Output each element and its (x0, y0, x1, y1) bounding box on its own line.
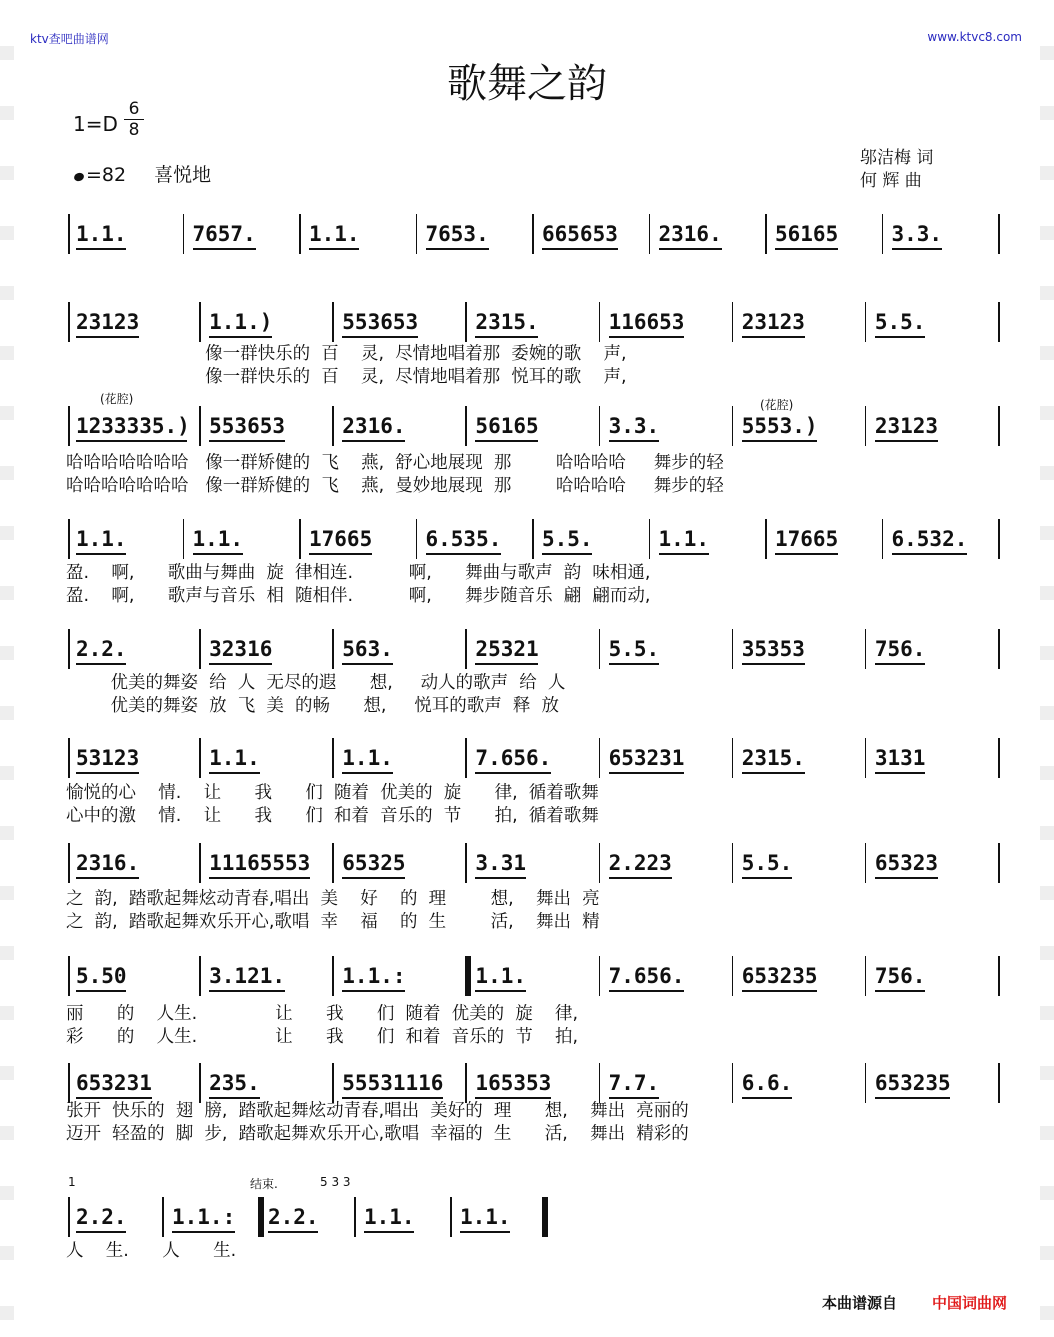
barline (882, 214, 884, 254)
staff-row (68, 310, 1000, 334)
measure: 2315. (475, 310, 539, 334)
barline (465, 629, 467, 669)
beam-underline (742, 990, 818, 992)
barline (332, 629, 334, 669)
beam-underline (209, 772, 259, 774)
measure: 1.1. (658, 527, 710, 551)
barline (765, 519, 767, 559)
beam-underline (193, 248, 256, 250)
lyric-line: 盈. 啊, 歌声与音乐 相 随相伴. 啊, 舞步随音乐 翩 翩而动, (66, 586, 651, 606)
barline (599, 956, 601, 996)
measure: 7.656. (608, 964, 685, 988)
beam-underline (76, 440, 187, 442)
beam-underline (542, 553, 592, 555)
barline (68, 302, 70, 342)
lyric-line: 心中的激 情. 让 我 们 和着 音乐的 节 拍, 循着歌舞 (66, 806, 599, 826)
barline (465, 302, 467, 342)
lyricist: 邬洁梅 词 (860, 148, 934, 168)
barline (732, 629, 734, 669)
measure: 1.1. (76, 527, 127, 551)
barline (199, 843, 201, 883)
beam-underline (475, 990, 525, 992)
barline (332, 956, 334, 996)
measure: 1.1. (475, 964, 526, 988)
measure: 56165 (775, 222, 839, 246)
measure: 756. (874, 637, 926, 661)
measure: 6.532. (891, 527, 968, 551)
staff-row (68, 1205, 1000, 1229)
beam-underline (892, 553, 968, 555)
beam-underline (475, 1097, 551, 1099)
beam-underline (342, 1097, 443, 1099)
barline (68, 406, 70, 446)
beam-underline (875, 440, 938, 442)
beam-underline (609, 772, 685, 774)
barline (649, 214, 651, 254)
measure: 653235 (874, 1071, 951, 1095)
barline (332, 1063, 334, 1103)
beam-underline (364, 1231, 414, 1233)
beam-underline (268, 1231, 318, 1233)
barline (68, 843, 70, 883)
measure: 1.1. (309, 222, 360, 246)
measure: 17665 (775, 527, 839, 551)
measure: 1.1. (342, 746, 393, 770)
beam-underline (209, 1097, 259, 1099)
barline (68, 214, 70, 254)
tempo-value: =82 (86, 164, 127, 186)
beam-underline (193, 553, 243, 555)
beam-underline (76, 990, 126, 992)
measure: 1.1.: (342, 964, 406, 988)
beam-underline (76, 877, 139, 879)
beam-underline (609, 440, 659, 442)
measure: 3.3. (608, 414, 660, 438)
measure: 2316. (658, 222, 722, 246)
left-watermark-strip (0, 0, 14, 1337)
barline (732, 738, 734, 778)
measure: 6.535. (425, 527, 502, 551)
barline (998, 629, 1000, 669)
lyric-line: 愉悦的心 情. 让 我 们 随着 优美的 旋 律, 循着歌舞 (66, 783, 599, 803)
measure: 553653 (209, 414, 285, 438)
beam-underline (76, 1231, 126, 1233)
barline (183, 214, 185, 254)
beam-underline (426, 553, 502, 555)
beam-underline (309, 553, 372, 555)
measure: 2.223 (608, 851, 672, 875)
beam-underline (659, 248, 722, 250)
beam-underline (475, 663, 538, 665)
beam-underline (76, 663, 126, 665)
score-annotation: 5 3 3 (320, 1175, 351, 1189)
barline (465, 843, 467, 883)
measure: 1233335.) (76, 414, 190, 438)
barline (258, 1197, 264, 1237)
barline (599, 406, 601, 446)
lyric-line: 像一群快乐的 百 灵, 尽情地唱着那 委婉的歌 声, (66, 344, 627, 364)
measure: 5.5. (608, 637, 660, 661)
barline (332, 406, 334, 446)
measure: 665653 (542, 222, 618, 246)
measure: 17665 (309, 527, 373, 551)
barline (732, 302, 734, 342)
beam-underline (342, 990, 405, 992)
beam-underline (875, 990, 925, 992)
barline (183, 519, 185, 559)
barline (199, 406, 201, 446)
measure: 5553.) (741, 414, 818, 438)
measure: 7657. (192, 222, 256, 246)
composer: 何 辉 曲 (860, 171, 922, 191)
beam-underline (342, 663, 392, 665)
barline (998, 956, 1000, 996)
beam-underline (542, 248, 618, 250)
measure: 1.1. (209, 746, 260, 770)
beam-underline (209, 663, 272, 665)
barline (199, 738, 201, 778)
measure: 7.7. (608, 1071, 660, 1095)
measure: 1.1. (460, 1205, 511, 1229)
beam-underline (609, 1097, 659, 1099)
measure: 7.656. (475, 746, 552, 770)
barline (465, 406, 467, 446)
lyric-line: 迈开 轻盈的 脚 步, 踏歌起舞欢乐开心,歌唱 幸福的 生 活, 舞出 精彩的 (66, 1124, 689, 1144)
barline (199, 956, 201, 996)
beam-underline (742, 1097, 792, 1099)
staff-row (68, 851, 1000, 875)
lyric-line: 优美的舞姿 给 人 无尽的遐 想, 动人的歌声 给 人 (66, 673, 566, 693)
barline (68, 629, 70, 669)
measure: 5.5. (542, 527, 593, 551)
barline (998, 519, 1000, 559)
barline (732, 406, 734, 446)
measure: 653231 (608, 746, 685, 770)
measure: 3.121. (209, 964, 285, 988)
tempo-marking (74, 160, 211, 187)
staff-row (68, 414, 1000, 438)
barline (199, 1063, 201, 1103)
barline (68, 956, 70, 996)
measure: 3.3. (891, 222, 943, 246)
measure: 3.31 (475, 851, 526, 875)
lyric-line: 之 韵, 踏歌起舞欢乐开心,歌唱 幸 福 的 生 活, 舞出 精 (66, 912, 600, 932)
barline (332, 843, 334, 883)
measure: 553653 (342, 310, 419, 334)
barline (765, 214, 767, 254)
measure: 1.1. (192, 527, 244, 551)
score-annotation: (花腔) (760, 398, 794, 412)
score-annotation: 1 (68, 1175, 76, 1189)
meter-top: 6 (128, 99, 140, 119)
barline (532, 519, 534, 559)
barline (865, 302, 867, 342)
time-signature (124, 100, 144, 139)
measure: 1.1.: (172, 1205, 236, 1229)
barline (68, 1063, 70, 1103)
beam-underline (209, 877, 310, 879)
beam-underline (76, 1097, 152, 1099)
beam-underline (742, 877, 792, 879)
measure: 2316. (342, 414, 406, 438)
beam-underline (460, 1231, 510, 1233)
measure: 1.1. (76, 222, 127, 246)
barline (865, 629, 867, 669)
barline (416, 214, 418, 254)
barline (865, 956, 867, 996)
barline (732, 1063, 734, 1103)
beam-underline (209, 440, 285, 442)
beam-underline (342, 877, 405, 879)
measure: 65323 (874, 851, 939, 875)
measure: 653235 (741, 964, 818, 988)
measure: 2.2. (268, 1205, 319, 1229)
barline (865, 738, 867, 778)
measure: 55531116 (342, 1071, 444, 1095)
measure: 11165553 (209, 851, 311, 875)
beam-underline (209, 336, 272, 338)
measure: 23123 (741, 310, 805, 334)
score-annotation: 结束. (250, 1177, 278, 1191)
beam-underline (342, 772, 392, 774)
barline (162, 1197, 164, 1237)
beam-underline (76, 553, 126, 555)
barline (865, 406, 867, 446)
barline (465, 1063, 467, 1103)
barline (299, 214, 301, 254)
barline (649, 519, 651, 559)
beam-underline (609, 877, 672, 879)
beam-underline (875, 663, 925, 665)
barline (998, 406, 1000, 446)
barline (450, 1197, 452, 1237)
measure: 35353 (741, 637, 805, 661)
beam-underline (76, 336, 139, 338)
credits (860, 147, 933, 193)
beam-underline (426, 248, 489, 250)
measure: 1.1.) (209, 310, 273, 334)
beam-underline (875, 877, 938, 879)
measure: 235. (209, 1071, 260, 1095)
beam-underline (875, 336, 925, 338)
lyric-line: 像一群快乐的 百 灵, 尽情地唱着那 悦耳的歌 声, (66, 367, 627, 387)
measure: 3131 (874, 746, 926, 770)
beam-underline (892, 248, 942, 250)
beam-underline (475, 336, 538, 338)
barline (998, 738, 1000, 778)
barline (68, 1197, 70, 1237)
barline (998, 302, 1000, 342)
measure: 2315. (741, 746, 805, 770)
barline (998, 1063, 1000, 1103)
beam-underline (475, 772, 551, 774)
beam-underline (875, 1097, 951, 1099)
measure: 25321 (475, 637, 539, 661)
barline (354, 1197, 356, 1237)
measure: 653231 (76, 1071, 152, 1095)
measure: 756. (874, 964, 926, 988)
barline (732, 956, 734, 996)
song-title: 歌舞之韵 (447, 61, 607, 107)
beam-underline (76, 772, 139, 774)
beam-underline (475, 440, 538, 442)
barline (732, 843, 734, 883)
barline (998, 214, 1000, 254)
beam-underline (742, 440, 818, 442)
lyric-line: 之 韵, 踏歌起舞炫动青春,唱出 美 好 的 理 想, 舞出 亮 (66, 889, 600, 909)
barline (332, 738, 334, 778)
barline (416, 519, 418, 559)
beam-underline (309, 248, 359, 250)
barline (882, 519, 884, 559)
meter-bottom: 8 (128, 120, 140, 140)
measure: 5.5. (874, 310, 926, 334)
barline (465, 738, 467, 778)
beam-underline (475, 877, 525, 879)
barline (599, 302, 601, 342)
barline (599, 629, 601, 669)
barline (299, 519, 301, 559)
source-label: 本曲谱源自 (822, 1294, 898, 1312)
measure: 2.2. (76, 1205, 127, 1229)
lyric-line: 优美的舞姿 放 飞 美 的畅 想, 悦耳的歌声 释 放 (66, 696, 560, 716)
barline (532, 214, 534, 254)
lyric-line: 张开 快乐的 翅 膀, 踏歌起舞炫动青春,唱出 美好的 理 想, 舞出 亮丽的 (66, 1101, 689, 1121)
lyric-line: 盈. 啊, 歌曲与舞曲 旋 律相连. 啊, 舞曲与歌声 韵 味相通, (66, 563, 651, 583)
beam-underline (659, 553, 709, 555)
staff-row (68, 637, 1000, 661)
measure: 65325 (342, 851, 406, 875)
beam-underline (775, 553, 838, 555)
beam-underline (76, 248, 126, 250)
barline (68, 738, 70, 778)
measure: 5.5. (741, 851, 793, 875)
barline (865, 1063, 867, 1103)
measure: 2.2. (76, 637, 127, 661)
lyric-line: 丽 的 人生. 让 我 们 随着 优美的 旋 律, (66, 1004, 579, 1024)
right-watermark-strip (1040, 0, 1054, 1337)
beam-underline (342, 336, 418, 338)
lyric-line: 人 生. 人 生. (66, 1241, 237, 1261)
beam-underline (609, 990, 685, 992)
staff-row (68, 527, 1000, 551)
measure: 563. (342, 637, 393, 661)
beam-underline (609, 663, 659, 665)
measure: 2316. (76, 851, 140, 875)
barline (599, 1063, 601, 1103)
barline (465, 956, 471, 996)
quarter-note-icon (73, 172, 85, 183)
barline (199, 302, 201, 342)
expression-mark: 喜悦地 (154, 164, 212, 186)
barline (68, 519, 70, 559)
staff-row (68, 746, 1000, 770)
barline (332, 302, 334, 342)
staff-row (68, 1071, 1000, 1095)
key-signature: 1=D (73, 112, 118, 136)
measure: 116653 (608, 310, 685, 334)
beam-underline (742, 336, 805, 338)
final-barline (542, 1197, 548, 1237)
beam-underline (875, 772, 925, 774)
site-url-right[interactable]: www.ktvc8.com (927, 30, 1022, 44)
lyric-line: 彩 的 人生. 让 我 们 和着 音乐的 节 拍, (66, 1027, 579, 1047)
measure: 53123 (76, 746, 140, 770)
measure: 5.50 (76, 964, 127, 988)
barline (599, 843, 601, 883)
measure: 7653. (425, 222, 489, 246)
measure: 32316 (209, 637, 273, 661)
beam-underline (742, 772, 805, 774)
beam-underline (172, 1231, 235, 1233)
lyric-line: 哈哈哈哈哈哈哈 像一群矫健的 飞 燕, 曼妙地展现 那 哈哈哈哈 舞步的轻 (66, 476, 724, 496)
source-site[interactable]: 中国词曲网 (932, 1294, 1008, 1312)
site-name-left[interactable]: ktv查吧曲谱网 (30, 32, 109, 46)
measure: 1.1. (364, 1205, 415, 1229)
beam-underline (742, 663, 805, 665)
beam-underline (775, 248, 838, 250)
measure: 56165 (475, 414, 539, 438)
measure: 6.6. (741, 1071, 793, 1095)
beam-underline (342, 440, 405, 442)
measure: 23123 (76, 310, 140, 334)
measure: 23123 (874, 414, 939, 438)
beam-underline (609, 336, 685, 338)
barline (998, 843, 1000, 883)
barline (199, 629, 201, 669)
score-annotation: (花腔) (100, 392, 134, 406)
barline (599, 738, 601, 778)
measure: 165353 (475, 1071, 552, 1095)
beam-underline (209, 990, 285, 992)
staff-row (68, 964, 1000, 988)
barline (865, 843, 867, 883)
lyric-line: 哈哈哈哈哈哈哈 像一群矫健的 飞 燕, 舒心地展现 那 哈哈哈哈 舞步的轻 (66, 453, 724, 473)
staff-row (68, 222, 1000, 246)
